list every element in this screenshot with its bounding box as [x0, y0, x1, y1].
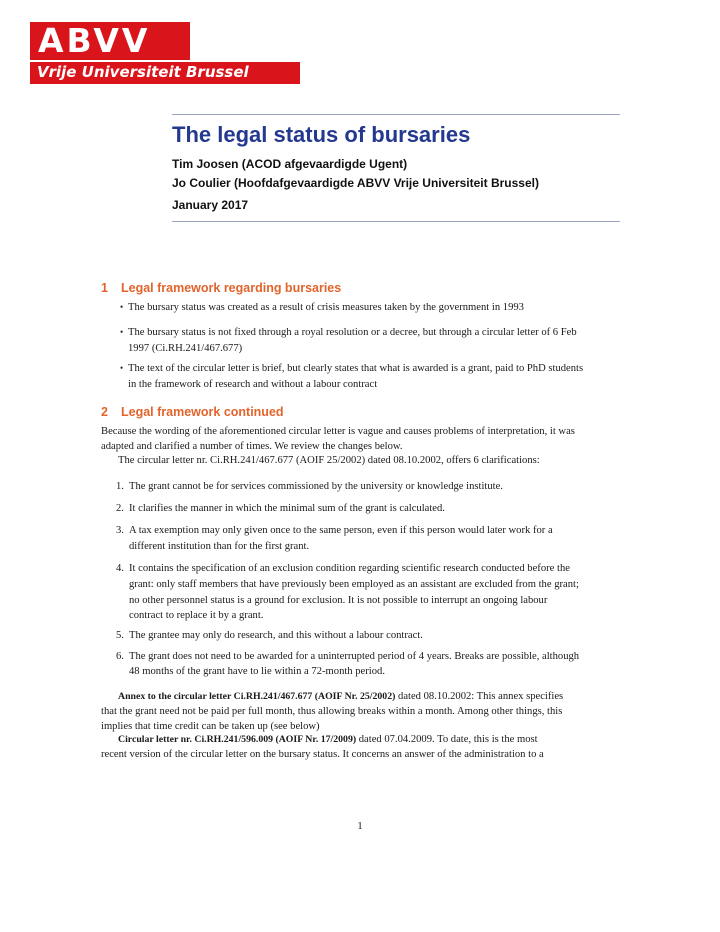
bullet-icon: • — [120, 327, 124, 337]
bottom-rule — [172, 221, 620, 222]
bullet-icon: • — [120, 302, 124, 312]
logo-university: Vrije Universiteit Brussel — [30, 60, 300, 84]
circular-paragraph-line-2: recent version of the circular letter on the bursary status. It concerns an answer of the administration to a — [101, 749, 544, 760]
annex-text: dated 08.10.2002: This annex specifies — [395, 691, 564, 702]
list-item-6-line-1: The grant does not need to be awarded for a uninterrupted period of 4 years. Breaks are possible, although — [129, 651, 580, 662]
annex-reference: Annex to the circular letter Ci.RH.241/467.677 (AOIF Nr. 25/2002) — [118, 691, 396, 702]
list-item-6-line-2: 48 months of the grant have to lie within a 72-month period. — [129, 666, 385, 677]
section-1-bullet-3-line-1: The text of the circular letter is brief, but clearly states that what is awarded is a grant, paid to PhD students — [128, 363, 584, 374]
section-2-number: 2 — [101, 405, 108, 419]
bullet-icon: • — [120, 363, 124, 373]
circular-text: dated 07.04.2009. To date, this is the most — [356, 734, 538, 745]
list-item-number: 6. — [116, 651, 124, 662]
section-1-bullet-2-line-2: 1997 (Ci.RH.241/467.677) — [128, 343, 243, 354]
section-1-number: 1 — [101, 281, 108, 295]
list-item-4-line-3: no other personnel status is a ground for exclusion. It is not possible to interrupt an ongoing labour — [129, 595, 548, 606]
section-1-heading — [101, 281, 341, 295]
list-item-number: 1. — [116, 481, 124, 492]
section-1-bullet-2-line-1: The bursary status is not fixed through a royal resolution or a decree, but through a circular letter of 6 Feb — [128, 327, 577, 338]
page-number: 1 — [357, 820, 363, 832]
list-item-number: 4. — [116, 563, 124, 574]
section-1-bullet-3-line-2: in the framework of research and without a labour contract — [128, 379, 378, 390]
circular-reference: Circular letter nr. Ci.RH.241/596.009 (AOIF Nr. 17/2009) — [118, 734, 357, 745]
list-item-1-line-1: The grant cannot be for services commissioned by the university or knowledge institute. — [129, 481, 503, 492]
section-1-title: Legal framework regarding bursaries — [121, 281, 342, 295]
page-title: The legal status of bursaries — [172, 122, 471, 147]
section-2-heading — [101, 405, 284, 419]
abvv-logo — [30, 22, 300, 84]
list-item-number: 5. — [116, 630, 124, 641]
list-item-3-line-2: different institution than for the first grant. — [129, 541, 310, 552]
list-item-4-line-1: It contains the specification of an exclusion condition regarding scientific research conducted before the — [129, 563, 570, 574]
list-item-4-line-2: grant: only staff members that have previously been employed as an assistant are excluded from the grant; — [129, 579, 579, 590]
list-item-number: 2. — [116, 503, 124, 514]
annex-paragraph-line-2: that the grant need not be paid per full month, thus allowing breaks within a month. Among other things, this — [101, 706, 563, 717]
list-item-5-line-1: The grantee may only do research, and this without a labour contract. — [129, 630, 423, 641]
list-item-2-line-1: It clarifies the manner in which the minimal sum of the grant is calculated. — [129, 503, 445, 514]
section-2-title: Legal framework continued — [121, 405, 284, 419]
section-2-intro-line-3: The circular letter nr. Ci.RH.241/467.677 (AOIF 25/2002) dated 08.10.2002, offers 6 clarifications: — [118, 455, 540, 466]
annex-paragraph-line-3: implies that time credit can be taken up (see below) — [101, 721, 320, 732]
list-item-3-line-1: A tax exemption may only given once to the same person, even if this person would later work for a — [129, 525, 553, 536]
list-item-number: 3. — [116, 525, 124, 536]
author-1: Tim Joosen (ACOD afgevaardigde Ugent) — [172, 157, 408, 171]
section-2-intro-line-2: adapted and clarified a number of times. We review the changes below. — [101, 441, 403, 452]
list-item-4-line-4: contract to replace it by a grant. — [129, 610, 264, 621]
top-rule — [172, 114, 620, 115]
logo-abbreviation: ABVV — [30, 22, 190, 60]
author-2: Jo Coulier (Hoofdafgevaardigde ABVV Vrije Universiteit Brussel) — [172, 176, 539, 190]
document-date: January 2017 — [172, 198, 249, 212]
section-1-bullet-1: The bursary status was created as a result of crisis measures taken by the government in 1993 — [128, 302, 524, 313]
section-2-intro-line-1: Because the wording of the aforementioned circular letter is vague and causes problems of interpretation, it was — [101, 426, 575, 437]
